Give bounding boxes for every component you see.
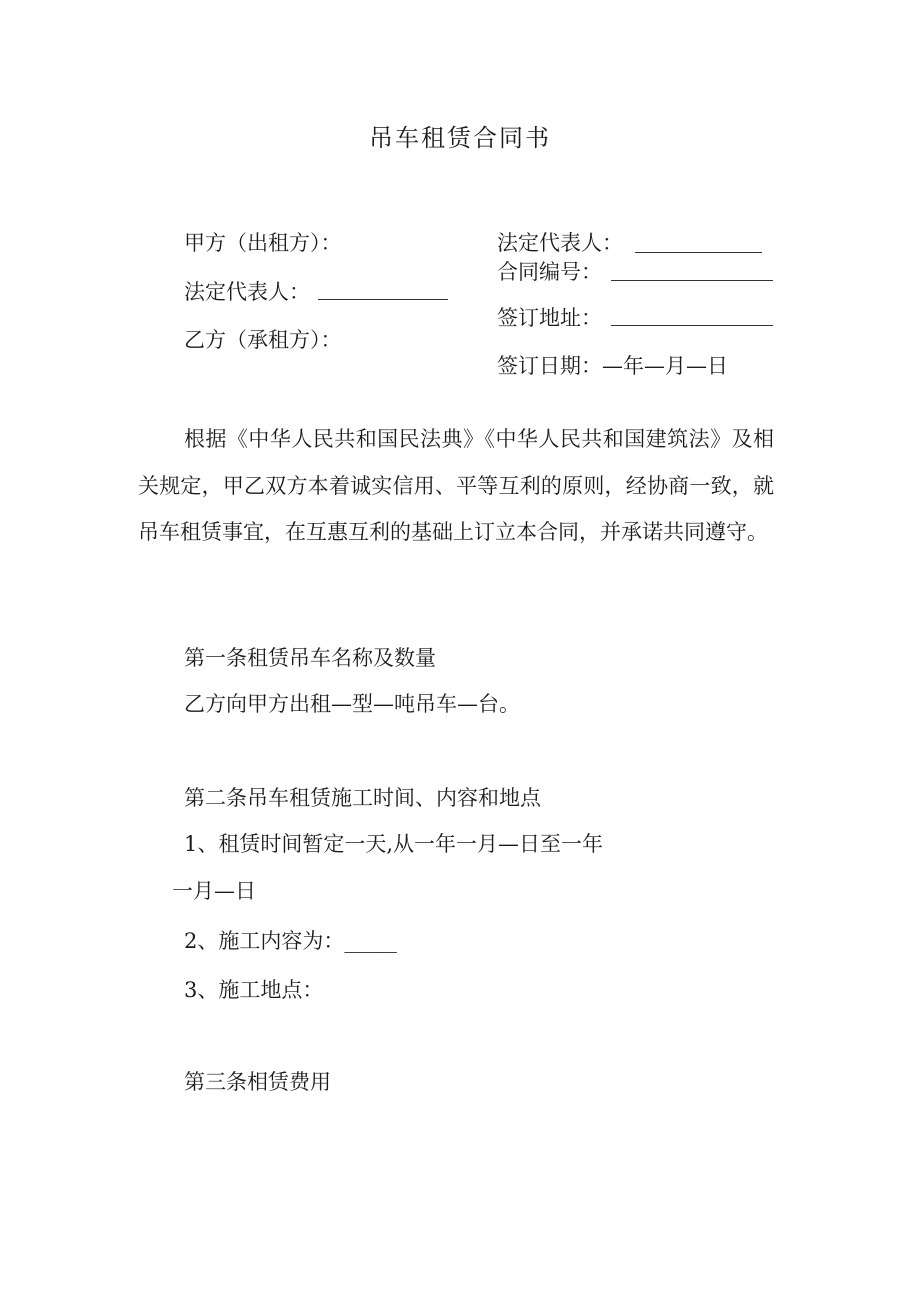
article-2-item-2: 2、施工内容为：_____ — [184, 929, 397, 953]
article-2-item-3: 3、施工地点： — [184, 978, 324, 1002]
party-b-rep-blank — [635, 252, 762, 253]
party-a-label: 甲方（出租方）： — [184, 231, 342, 255]
article-2-item-1-line-1: 1、租赁时间暂定一天,从一年一月—日至一年 — [184, 832, 604, 856]
party-b-label: 乙方（承租方）： — [184, 328, 342, 352]
party-a-rep-blank — [318, 299, 448, 300]
sign-place-label: 签订地址： — [497, 306, 602, 330]
document-title: 吊车租赁合同书 — [369, 124, 551, 152]
contract-number-label: 合同编号： — [497, 260, 602, 284]
contract-number-blank — [611, 280, 773, 281]
preamble-paragraph: 根据《中华人民共和国民法典》《中华人民共和国建筑法》及相关规定，甲乙双方本着诚实信用、平等互利的原则，经协商一致，就吊车租赁事宜，在互惠互利的基础上订立本合同，并承诺共同遵守。 — [138, 427, 774, 544]
article-3-heading: 第三条相赁费用 — [184, 1070, 331, 1094]
sign-place-blank — [611, 325, 773, 326]
article-1-heading: 第一条租赁吊车名称及数量 — [184, 646, 436, 670]
sign-date-label: 签订日期：—年—月—日 — [497, 354, 728, 378]
article-2-item-1-line-2: 一月—日 — [172, 879, 256, 903]
party-b-rep-label: 法定代表人： — [497, 231, 623, 255]
article-1-body: 乙方向甲方出租—型—吨吊车—台。 — [184, 692, 520, 716]
party-a-rep-label: 法定代表人： — [184, 280, 310, 304]
article-2-heading: 第二条吊车租赁施工时间、内容和地点 — [184, 786, 541, 810]
